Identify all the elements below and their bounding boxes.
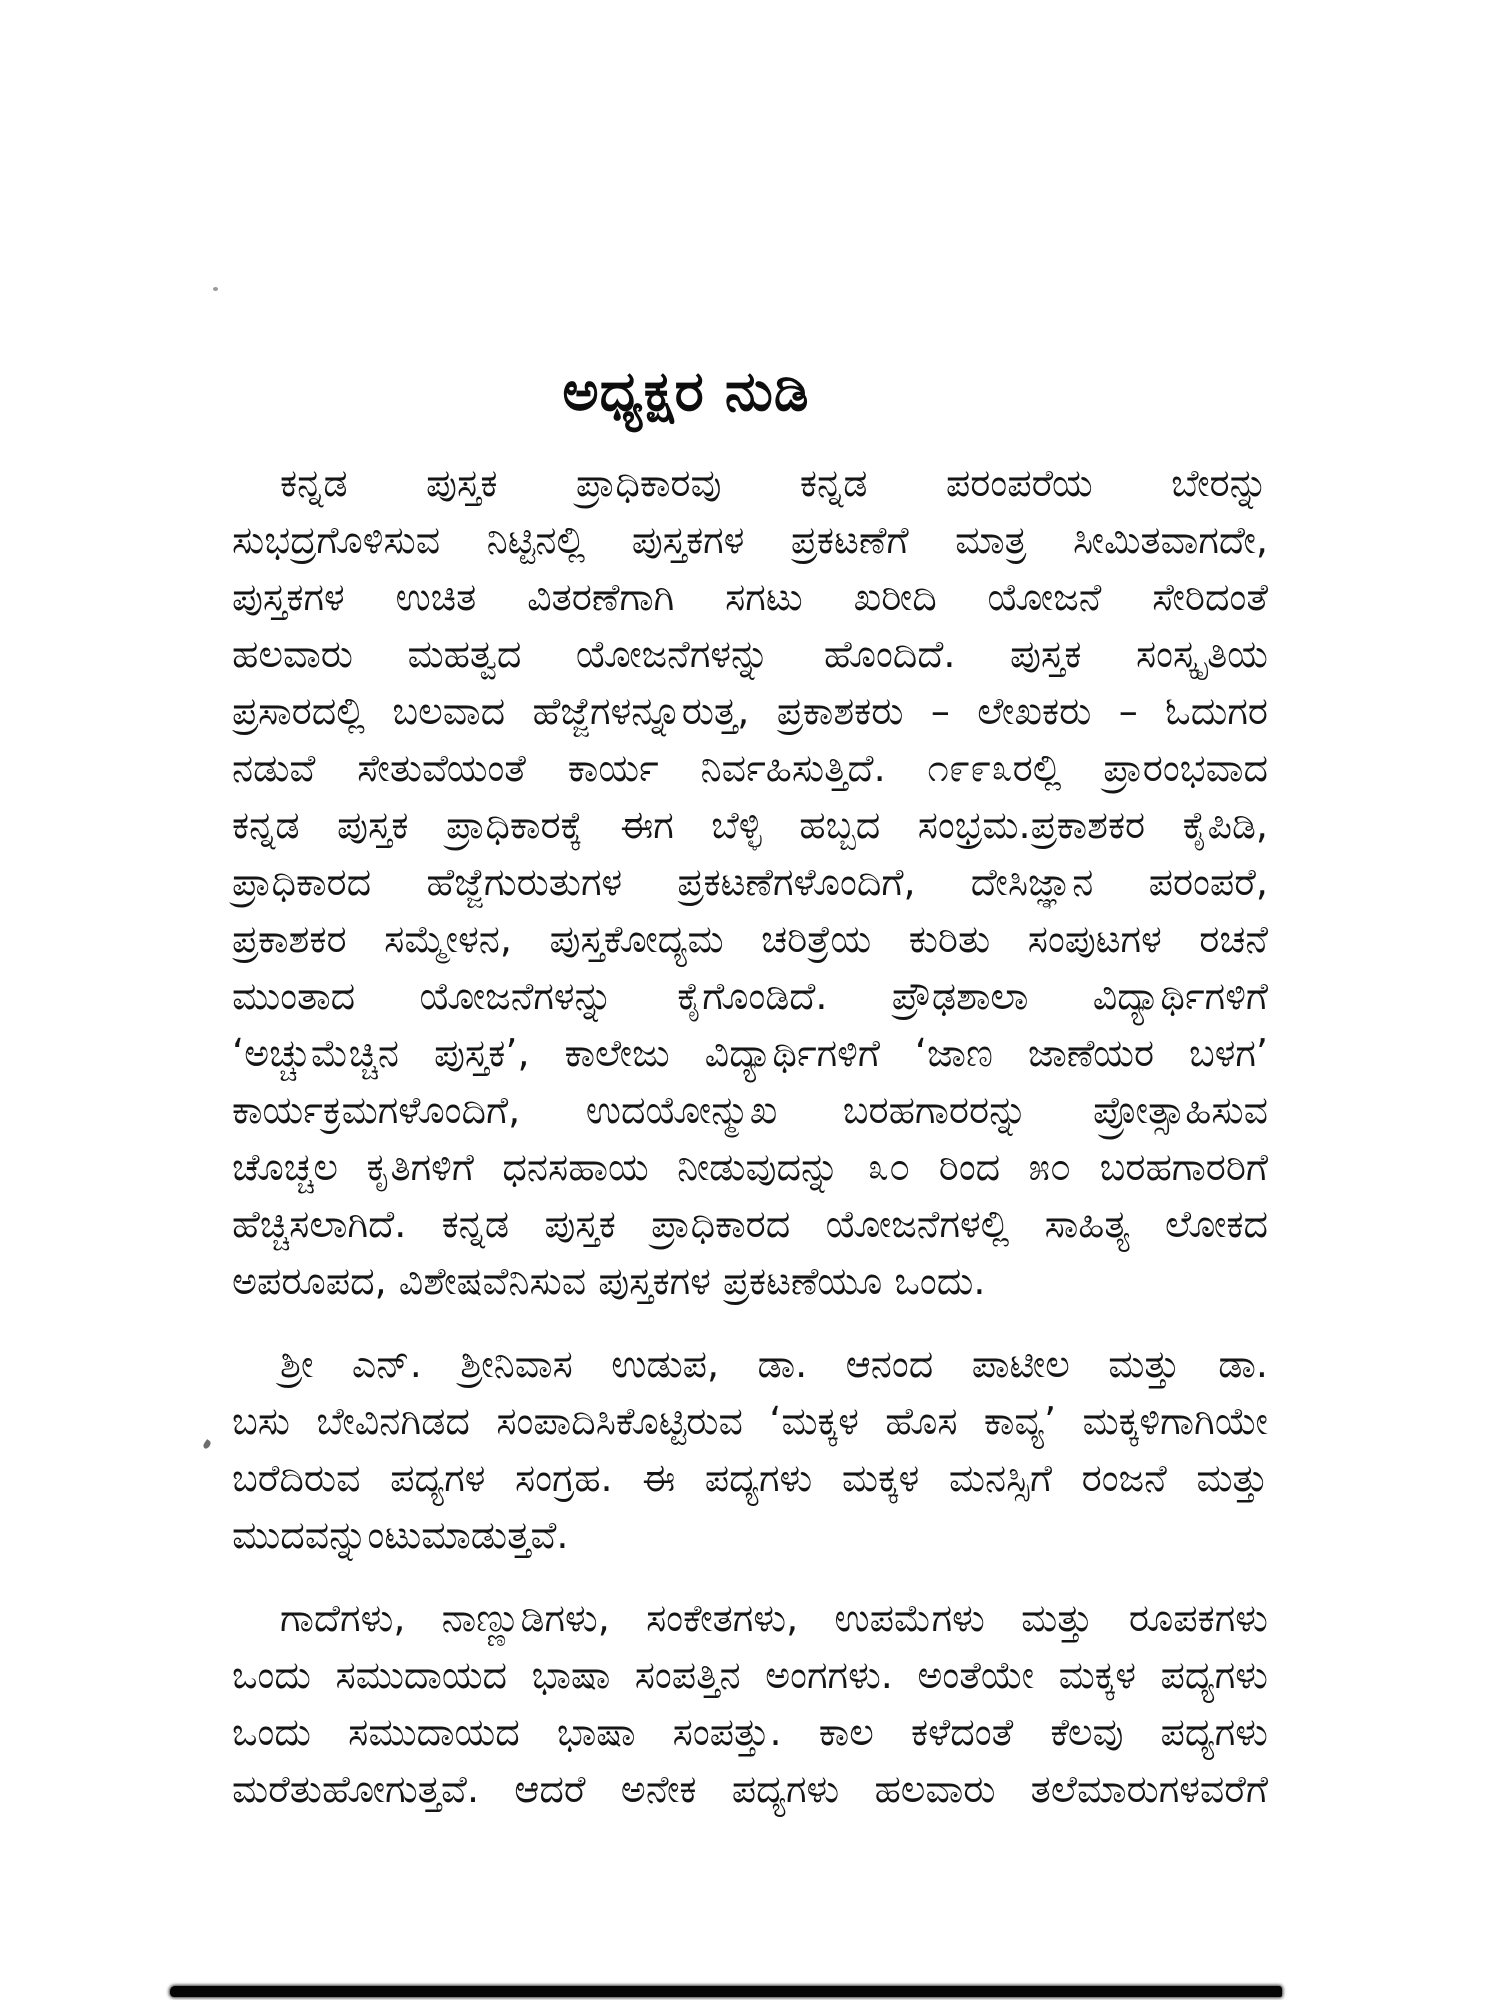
- text-line: ಒಂದು ಸಮುದಾಯದ ಭಾಷಾ ಸಂಪತ್ತಿನ ಅಂಗಗಳು. ಅಂತೆಯೇ ಮಕ್ಕಳ ಪದ್ಯಗಳು: [232, 1653, 1268, 1697]
- text-line: ಕಾರ್ಯಕ್ರಮಗಳೊಂದಿಗೆ, ಉದಯೋನ್ಮುಖ ಬರಹಗಾರರನ್ನು ಪ್ರೋತ್ಸಾಹಿಸುವ: [232, 1088, 1268, 1132]
- text-line: ಬರೆದಿರುವ ಪದ್ಯಗಳ ಸಂಗ್ರಹ. ಈ ಪದ್ಯಗಳು ಮಕ್ಕಳ ಮನಸ್ಸಿಗೆ ರಂಜನೆ ಮತ್ತು: [232, 1456, 1268, 1500]
- text-line: ಕನ್ನಡ ಪುಸ್ತಕ ಪ್ರಾಧಿಕಾರವು ಕನ್ನಡ ಪರಂಪರೆಯ ಬೇರನ್ನು: [280, 461, 1268, 505]
- scan-speck: [213, 287, 218, 291]
- text-line: ಹೆಚ್ಚಿಸಲಾಗಿದೆ. ಕನ್ನಡ ಪುಸ್ತಕ ಪ್ರಾಧಿಕಾರದ ಯೋಜನೆಗಳಲ್ಲಿ ಸಾಹಿತ್ಯ ಲೋಕದ: [232, 1202, 1268, 1246]
- text-line: ಕನ್ನಡ ಪುಸ್ತಕ ಪ್ರಾಧಿಕಾರಕ್ಕೆ ಈಗ ಬೆಳ್ಳಿ ಹಬ್ಬದ ಸಂಭ್ರಮ.ಪ್ರಕಾಶಕರ ಕೈಪಿಡಿ,: [232, 803, 1268, 847]
- text-line: ‘ಅಚ್ಚುಮೆಚ್ಚಿನ ಪುಸ್ತಕ’, ಕಾಲೇಜು ವಿದ್ಯಾರ್ಥಿಗಳಿಗೆ ‘ಜಾಣ ಜಾಣೆಯರ ಬಳಗ’: [232, 1031, 1268, 1075]
- text-line: ಪ್ರಾಧಿಕಾರದ ಹೆಜ್ಜೆಗುರುತುಗಳ ಪ್ರಕಟಣೆಗಳೊಂದಿಗೆ, ದೇಸಿಜ್ಞಾನ ಪರಂಪರೆ,: [232, 860, 1268, 904]
- text-line: ನಡುವೆ ಸೇತುವೆಯಂತೆ ಕಾರ್ಯ ನಿರ್ವಹಿಸುತ್ತಿದೆ. ೧೯೯೩ರಲ್ಲಿ ಪ್ರಾರಂಭವಾದ: [232, 746, 1268, 790]
- text-line: ಪುಸ್ತಕಗಳ ಉಚಿತ ವಿತರಣೆಗಾಗಿ ಸಗಟು ಖರೀದಿ ಯೋಜನೆ ಸೇರಿದಂತೆ: [232, 575, 1268, 619]
- text-line: ಅಪರೂಪದ, ವಿಶೇಷವೆನಿಸುವ ಪುಸ್ತಕಗಳ ಪ್ರಕಟಣೆಯೂ ಒಂದು.: [232, 1259, 986, 1303]
- paragraph-1: [232, 455, 1268, 1310]
- body-text: [232, 455, 1268, 1844]
- text-line: ಮುಂತಾದ ಯೋಜನೆಗಳನ್ನು ಕೈಗೊಂಡಿದೆ. ಪ್ರೌಢಶಾಲಾ ವಿದ್ಯಾರ್ಥಿಗಳಿಗೆ: [232, 974, 1268, 1018]
- text-line: ಒಂದು ಸಮುದಾಯದ ಭಾಷಾ ಸಂಪತ್ತು. ಕಾಲ ಕಳೆದಂತೆ ಕೆಲವು ಪದ್ಯಗಳು: [232, 1710, 1268, 1754]
- text-line: ಚೊಚ್ಚಲ ಕೃತಿಗಳಿಗೆ ಧನಸಹಾಯ ನೀಡುವುದನ್ನು ೩೦ ರಿಂದ ೫೦ ಬರಹಗಾರರಿಗೆ: [232, 1145, 1268, 1189]
- text-line: ಮರೆತುಹೋಗುತ್ತವೆ. ಆದರೆ ಅನೇಕ ಪದ್ಯಗಳು ಹಲವಾರು ತಲೆಮಾರುಗಳವರೆಗೆ: [232, 1767, 1268, 1811]
- text-line: ಬಸು ಬೇವಿನಗಿಡದ ಸಂಪಾದಿಸಿಕೊಟ್ಟಿರುವ ‘ಮಕ್ಕಳ ಹೊಸ ಕಾವ್ಯ’ ಮಕ್ಕಳಿಗಾಗಿಯೇ: [232, 1399, 1268, 1443]
- text-line: ಶ್ರೀ ಎನ್. ಶ್ರೀನಿವಾಸ ಉಡುಪ, ಡಾ. ಆನಂದ ಪಾಟೀಲ ಮತ್ತು ಡಾ.: [280, 1342, 1268, 1386]
- paragraph-3: [232, 1590, 1268, 1818]
- text-line: ಪ್ರಕಾಶಕರ ಸಮ್ಮೇಳನ, ಪುಸ್ತಕೋದ್ಯಮ ಚರಿತ್ರೆಯ ಕುರಿತು ಸಂಪುಟಗಳ ರಚನೆ: [232, 917, 1268, 961]
- paragraph-2: [232, 1336, 1268, 1564]
- text-line: ಹಲವಾರು ಮಹತ್ವದ ಯೋಜನೆಗಳನ್ನು ಹೊಂದಿದೆ. ಪುಸ್ತಕ ಸಂಸ್ಕೃತಿಯ: [232, 632, 1268, 676]
- text-line: ಗಾದೆಗಳು, ನಾಣ್ಣುಡಿಗಳು, ಸಂಕೇತಗಳು, ಉಪಮೆಗಳು ಮತ್ತು ರೂಪಕಗಳು: [280, 1596, 1268, 1640]
- text-line: ಸುಭದ್ರಗೊಳಿಸುವ ನಿಟ್ಟಿನಲ್ಲಿ ಪುಸ್ತಕಗಳ ಪ್ರಕಟಣೆಗೆ ಮಾತ್ರ ಸೀಮಿತವಾಗದೇ,: [232, 518, 1268, 562]
- page-title: ಅಧ್ಯಕ್ಷರ ನುಡಿ: [562, 358, 810, 423]
- text-line: ಮುದವನ್ನುಂಟುಮಾಡುತ್ತವೆ.: [232, 1513, 569, 1557]
- text-line: ಪ್ರಸಾರದಲ್ಲಿ ಬಲವಾದ ಹೆಜ್ಜೆಗಳನ್ನೂರುತ್ತ, ಪ್ರಕಾಶಕರು – ಲೇಖಕರು – ಓದುಗರ: [232, 689, 1268, 733]
- scan-speck: [202, 1439, 212, 1450]
- scan-edge-shadow: [170, 1986, 1282, 1997]
